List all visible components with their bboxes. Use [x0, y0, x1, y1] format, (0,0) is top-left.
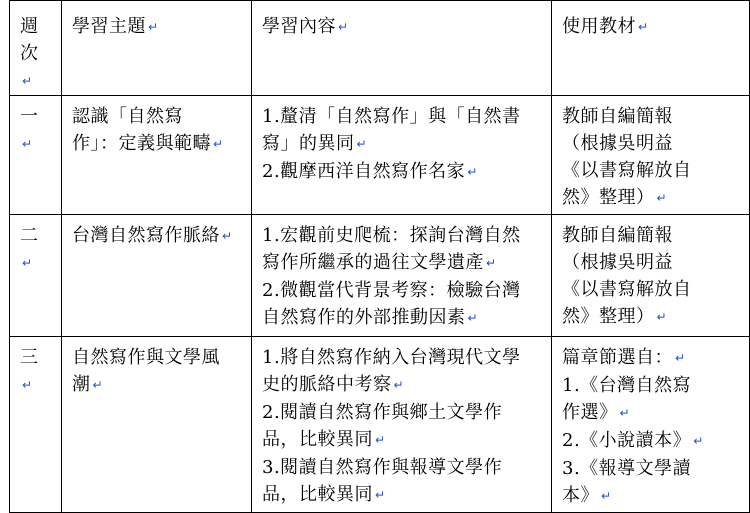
material-line-text: 本》: [562, 485, 599, 506]
material-cell: [552, 337, 750, 513]
material-line: 教師自編簡報: [562, 225, 673, 246]
paragraph-mark-icon: ↵: [22, 74, 33, 88]
topic-line-last: [72, 371, 241, 399]
week-number: 三: [20, 347, 39, 368]
material-line: [562, 399, 739, 427]
week-cell: [10, 215, 62, 337]
header-cell-material: [552, 1, 750, 96]
content-line-text: 2.觀摩西洋自然寫作名家: [262, 161, 466, 182]
material-cell: [552, 96, 750, 215]
content-line: [262, 130, 541, 158]
content-line: 2.閱讀自然寫作與鄉土文學作: [262, 402, 503, 423]
material-line-text: 作選》: [562, 402, 618, 423]
paragraph-mark-icon: ↵: [656, 310, 668, 324]
material-line: （根據吳明益: [562, 252, 673, 273]
content-line-text: 品，比較異同: [262, 484, 373, 505]
material-line: （根據吳明益: [562, 133, 673, 154]
content-line: 3.閱讀自然寫作與報導文學作: [262, 457, 503, 478]
paragraph-mark-icon: ↵: [467, 311, 479, 325]
paragraph-mark-icon: ↵: [675, 351, 686, 365]
content-line-text: 寫」的異同: [262, 133, 355, 154]
header-cell-week: [10, 1, 62, 96]
content-line-text: 品，比較異同: [262, 429, 373, 450]
content-line: 1.將自然寫作納入台灣現代文學: [262, 347, 521, 368]
topic-line: 認識「自然寫: [72, 106, 183, 127]
content-line: [262, 481, 541, 509]
header-cell-topic: [62, 1, 252, 96]
paragraph-mark-icon: ↵: [638, 20, 649, 34]
material-line: [562, 427, 739, 455]
table-header-row: [10, 1, 750, 96]
material-line-text: 篇章節選自：: [562, 347, 673, 368]
content-line: [262, 371, 541, 399]
content-line: [262, 304, 541, 332]
header-topic-label: 學習主題: [72, 16, 146, 37]
paragraph-mark-icon: ↵: [393, 378, 405, 392]
material-line-text: 2.《小說讀本》: [562, 430, 692, 451]
week-number: 一: [20, 106, 39, 127]
week-number: 二: [20, 225, 39, 246]
table-row: [10, 337, 750, 513]
paragraph-mark-icon: ↵: [222, 229, 233, 243]
content-line: [262, 158, 541, 186]
paragraph-mark-icon: ↵: [213, 137, 224, 151]
paragraph-mark-icon: ↵: [375, 488, 386, 502]
material-line: [562, 344, 739, 372]
paragraph-mark-icon: ↵: [375, 433, 386, 447]
material-line: 1.《台灣自然寫: [562, 375, 692, 396]
header-cell-content: [252, 1, 552, 96]
content-cell: [252, 337, 552, 513]
content-line: 2.微觀當代背景考察：檢驗台灣: [262, 280, 521, 301]
content-line: 1.釐清「自然寫作」與「自然書: [262, 106, 521, 127]
content-line-text: 寫作所繼承的過往文學遺產: [262, 252, 484, 273]
content-cell: [252, 96, 552, 215]
content-cell: [252, 215, 552, 337]
material-line: [562, 482, 739, 510]
material-line-text: 然》整理）: [562, 187, 655, 208]
topic-line-last: [72, 130, 241, 158]
topic-cell: [62, 96, 252, 215]
paragraph-mark-icon: ↵: [601, 489, 612, 503]
syllabus-table: [9, 0, 750, 513]
topic-cell: [62, 337, 252, 513]
paragraph-mark-icon: ↵: [693, 434, 704, 448]
paragraph-mark-icon: ↵: [619, 406, 631, 420]
table-row: [10, 96, 750, 215]
topic-line-text: 台灣自然寫作脈絡: [72, 225, 220, 246]
content-line-text: 史的脈絡中考察: [262, 374, 392, 395]
material-cell: [552, 215, 750, 337]
paragraph-mark-icon: ↵: [486, 256, 497, 270]
content-line: 1.宏觀前史爬梳：探詢台灣自然: [262, 225, 521, 246]
material-line: 教師自編簡報: [562, 106, 673, 127]
topic-line-text: 作」：定義與範疇: [72, 133, 211, 154]
content-line: [262, 426, 541, 454]
topic-cell: [62, 215, 252, 337]
table-row: [10, 215, 750, 337]
content-line-text: 自然寫作的外部推動因素: [262, 307, 466, 328]
topic-line-last: [72, 222, 241, 250]
header-content-label: 學習內容: [262, 16, 336, 37]
paragraph-mark-icon: ↵: [148, 20, 159, 34]
material-line-text: 然》整理）: [562, 306, 655, 327]
header-week-label: 週次: [20, 16, 39, 64]
paragraph-mark-icon: ↵: [356, 137, 368, 151]
topic-line-text: 潮: [72, 374, 91, 395]
material-line: 《以書寫解放自: [562, 279, 692, 300]
paragraph-mark-icon: ↵: [22, 137, 33, 151]
paragraph-mark-icon: ↵: [92, 378, 104, 392]
content-line: [262, 249, 541, 277]
week-cell: [10, 337, 62, 513]
paragraph-mark-icon: ↵: [22, 378, 33, 392]
week-cell: [10, 96, 62, 215]
topic-line: 自然寫作與文學風: [72, 347, 220, 368]
material-line: 3.《報導文學讀: [562, 458, 692, 479]
paragraph-mark-icon: ↵: [656, 191, 668, 205]
header-material-label: 使用教材: [562, 16, 636, 37]
paragraph-mark-icon: ↵: [338, 20, 349, 34]
material-line: [562, 184, 739, 212]
material-line: [562, 303, 739, 331]
paragraph-mark-icon: ↵: [22, 256, 33, 270]
paragraph-mark-icon: ↵: [467, 165, 478, 179]
material-line: 《以書寫解放自: [562, 160, 692, 181]
